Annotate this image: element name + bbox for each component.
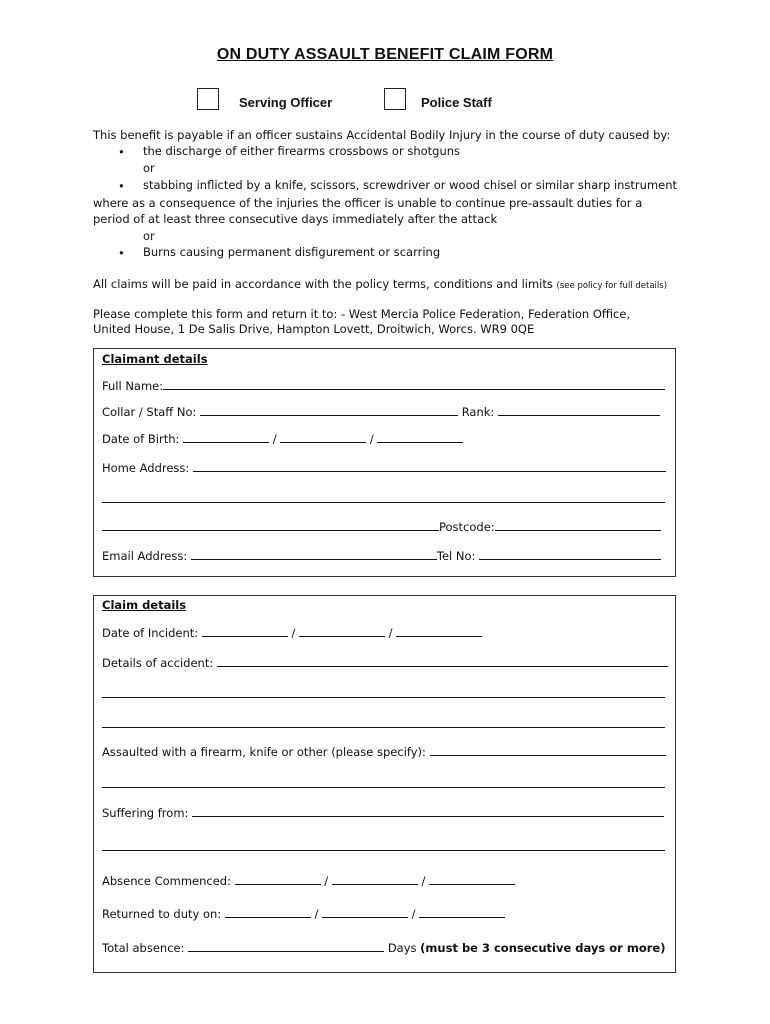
claims-policy-note: (see policy for full details) [556,281,668,291]
or-text: or [143,161,155,175]
bullet-firearms: the discharge of either firearms crossbows or shotguns [143,144,461,158]
postcode-row [102,519,661,534]
total-absence-field[interactable] [188,940,384,952]
full-name-label: Full Name: [102,379,164,393]
full-name-field[interactable] [163,378,665,390]
bullet-marker: • [118,179,125,193]
returned-to-duty-label: Returned to duty on: [102,907,222,921]
suffering-from-row [102,805,664,820]
bullet-burns: Burns causing permanent disfigurement or scarring [143,245,441,259]
absence-year-field[interactable] [429,873,515,885]
dob-year-field[interactable] [377,431,463,443]
incident-month-field[interactable] [299,625,385,637]
details-of-accident-line-2-field[interactable] [102,696,665,698]
assaulted-with-label: Assaulted with a firearm, knife or other (please specify): [102,745,426,759]
absence-day-field[interactable] [235,873,321,885]
bullet-marker: • [118,145,125,159]
police-staff-label: Police Staff [421,95,492,110]
claims-policy-text [93,276,713,295]
email-tel-row [102,548,661,563]
intro-text: This benefit is payable if an officer sustains Accidental Bodily Injury in the course of duty caused by: [93,128,671,142]
email-address-label: Email Address: [102,549,188,563]
consequence-line-2: period of at least three consecutive days immediately after the attack [93,212,498,226]
incident-year-field[interactable] [396,625,482,637]
details-of-accident-field[interactable] [217,655,668,667]
tel-no-label: Tel No: [436,549,476,563]
claim-details-heading: Claim details [102,598,187,612]
consequence-line-1: where as a consequence of the injuries the officer is unable to continue pre-assault duties for a [93,196,643,210]
suffering-from-label: Suffering from: [102,806,189,820]
suffering-from-line-2-field[interactable] [102,849,665,851]
dob-month-field[interactable] [280,431,366,443]
rank-label: Rank: [461,405,495,419]
suffering-from-field[interactable] [192,805,664,817]
date-separator: / [324,874,329,888]
date-separator: / [314,907,319,921]
date-separator: / [421,874,426,888]
date-separator: / [411,907,416,921]
days-label: Days [387,941,417,955]
total-absence-label: Total absence: [102,941,185,955]
home-address-label: Home Address: [102,461,190,475]
form-title: ON DUTY ASSAULT BENEFIT CLAIM FORM [216,46,554,63]
return-address-line-2: United House, 1 De Salis Drive, Hampton Lovett, Droitwich, Worcs. WR9 0QE [93,322,535,336]
claim-details-section [93,595,676,973]
home-address-line-3-field[interactable] [102,519,439,531]
date-of-birth-label: Date of Birth: [102,432,180,446]
dob-day-field[interactable] [183,431,269,443]
collar-staff-no-field[interactable] [200,404,458,416]
details-of-accident-line-3-field[interactable] [102,726,665,728]
claimant-details-heading: Claimant details [102,352,208,366]
assaulted-with-field[interactable] [430,744,666,756]
tel-no-field[interactable] [479,548,661,560]
date-separator: / [272,432,277,446]
collar-rank-row [102,404,660,419]
returned-year-field[interactable] [419,906,505,918]
details-accident-row [102,655,668,670]
email-address-field[interactable] [191,548,437,560]
dob-row [102,431,463,446]
date-separator: / [291,626,296,640]
returned-month-field[interactable] [322,906,408,918]
assaulted-with-line-2-field[interactable] [102,786,665,788]
incident-day-field[interactable] [202,625,288,637]
collar-staff-no-label: Collar / Staff No: [102,405,197,419]
home-address-field[interactable] [193,460,666,472]
staff-type-options [0,88,770,118]
bullet-stabbing: stabbing inflicted by a knife, scissors, screwdriver or wood chisel or similar sharp instrument [143,178,678,192]
postcode-label: Postcode: [439,520,495,534]
claims-policy-main: All claims will be paid in accordance with the policy terms, conditions and limits [93,277,553,291]
home-address-line-2-field[interactable] [102,501,665,503]
incident-date-row [102,625,482,640]
rank-field[interactable] [498,404,660,416]
details-of-accident-label: Details of accident: [102,656,214,670]
full-name-row [102,378,665,393]
absence-month-field[interactable] [332,873,418,885]
date-separator: / [388,626,393,640]
home-address-row [102,460,666,475]
postcode-field[interactable] [495,519,661,531]
absence-commenced-row [102,873,515,888]
assaulted-with-row [102,744,666,759]
claimant-details-section [93,348,676,577]
serving-officer-checkbox[interactable] [197,88,219,110]
absence-commenced-label: Absence Commenced: [102,874,231,888]
date-separator: / [369,432,374,446]
returned-day-field[interactable] [225,906,311,918]
date-of-incident-label: Date of Incident: [102,626,199,640]
or-text: or [143,229,155,243]
serving-officer-label: Serving Officer [239,95,333,110]
police-staff-checkbox[interactable] [384,88,406,110]
bullet-marker: • [118,246,125,260]
days-requirement-note: (must be 3 consecutive days or more) [420,941,666,955]
return-address-line-1: Please complete this form and return it to: - West Mercia Police Federation, Federation Office, [93,307,631,321]
total-absence-row [102,940,665,955]
returned-to-duty-row [102,906,505,921]
